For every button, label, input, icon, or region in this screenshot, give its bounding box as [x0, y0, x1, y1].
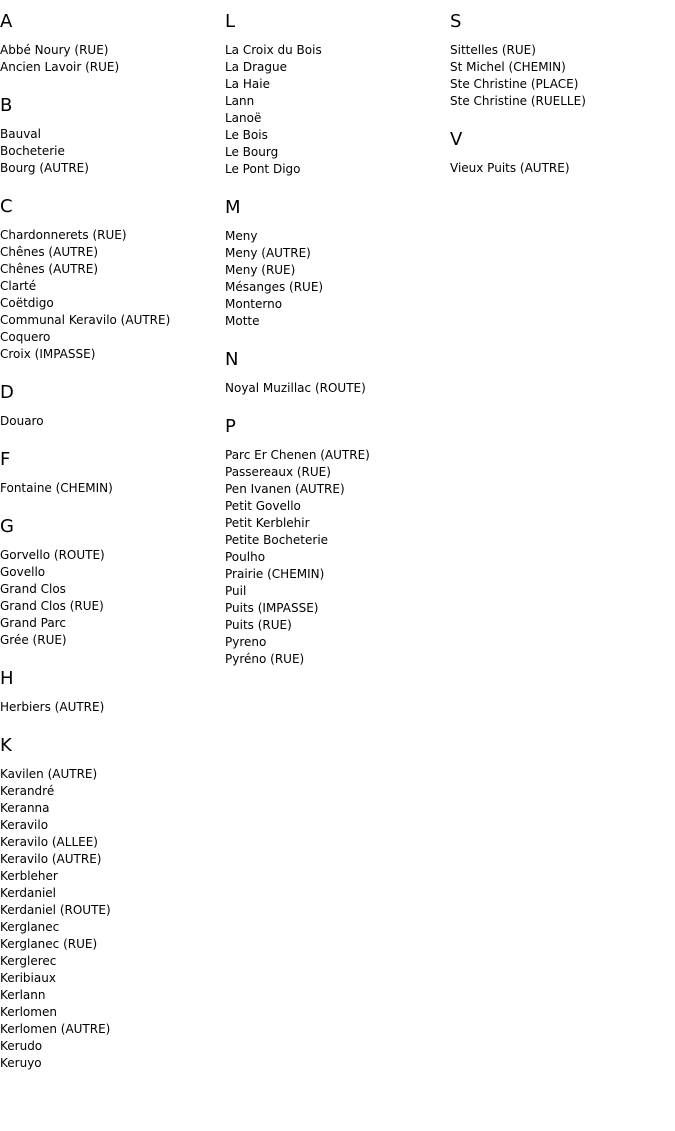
- street-link[interactable]: Pyreno: [225, 635, 267, 649]
- street-link[interactable]: Croix (IMPASSE): [0, 347, 96, 361]
- letter-heading: F: [0, 449, 11, 470]
- letter-group: [0, 734, 220, 1072]
- street-link[interactable]: Lanoë: [225, 111, 262, 125]
- letter-heading: G: [0, 516, 14, 537]
- street-link[interactable]: Meny (AUTRE): [225, 246, 311, 260]
- street-link[interactable]: Coëtdigo: [0, 296, 54, 310]
- street-link[interactable]: Keravilo (AUTRE): [0, 852, 102, 866]
- letter-heading: P: [225, 416, 236, 437]
- letter-heading: B: [0, 95, 13, 116]
- street-link[interactable]: Le Bourg: [225, 145, 279, 159]
- letter-heading: D: [0, 382, 14, 403]
- street-link[interactable]: Kerdaniel: [0, 886, 57, 900]
- street-link[interactable]: Meny (RUE): [225, 263, 296, 277]
- letter-group: [225, 196, 445, 330]
- letter-heading: L: [225, 11, 236, 32]
- street-link[interactable]: Ste Christine (RUELLE): [450, 94, 586, 108]
- street-link[interactable]: Chênes (AUTRE): [0, 262, 99, 276]
- street-link[interactable]: Herbiers (AUTRE): [0, 700, 105, 714]
- street-link[interactable]: Bourg (AUTRE): [0, 161, 89, 175]
- street-link[interactable]: Le Pont Digo: [225, 162, 301, 176]
- street-link[interactable]: Keranna: [0, 801, 50, 815]
- letter-heading: A: [0, 11, 13, 32]
- street-link[interactable]: St Michel (CHEMIN): [450, 60, 566, 74]
- letter-heading: V: [450, 129, 463, 150]
- street-link[interactable]: Govello: [0, 565, 46, 579]
- letter-group: [225, 348, 445, 397]
- letter-heading: K: [0, 735, 12, 756]
- letter-group: [225, 415, 445, 668]
- street-link[interactable]: Poulho: [225, 550, 266, 564]
- letter-group: [0, 667, 220, 716]
- letter-heading: M: [225, 197, 241, 218]
- street-link[interactable]: Ste Christine (PLACE): [450, 77, 579, 91]
- street-link[interactable]: Communal Keravilo (AUTRE): [0, 313, 171, 327]
- street-link[interactable]: Abbé Noury (RUE): [0, 43, 109, 57]
- street-link[interactable]: Puits (RUE): [225, 618, 292, 632]
- street-link[interactable]: Bauval: [0, 127, 41, 141]
- street-link[interactable]: Clarté: [0, 279, 37, 293]
- street-link[interactable]: Douaro: [0, 414, 44, 428]
- street-link[interactable]: Fontaine (CHEMIN): [0, 481, 113, 495]
- street-link[interactable]: Kerglanec (RUE): [0, 937, 98, 951]
- street-link[interactable]: Puil: [225, 584, 247, 598]
- letter-heading: H: [0, 668, 14, 689]
- street-link[interactable]: Prairie (CHEMIN): [225, 567, 325, 581]
- street-link[interactable]: Motte: [225, 314, 260, 328]
- street-link[interactable]: Ancien Lavoir (RUE): [0, 60, 120, 74]
- street-link[interactable]: Grand Parc: [0, 616, 66, 630]
- street-link[interactable]: Keruyo: [0, 1056, 42, 1070]
- letter-group: [450, 128, 670, 177]
- street-link[interactable]: La Croix du Bois: [225, 43, 322, 57]
- street-link[interactable]: Kerglanec: [0, 920, 60, 934]
- street-link[interactable]: Bocheterie: [0, 144, 65, 158]
- street-link[interactable]: Puits (IMPASSE): [225, 601, 319, 615]
- letter-group: [0, 448, 220, 497]
- letter-group: [225, 10, 445, 178]
- street-link[interactable]: Petite Bocheterie: [225, 533, 329, 547]
- street-link[interactable]: Grand Clos (RUE): [0, 599, 104, 613]
- street-link[interactable]: Kerlomen (AUTRE): [0, 1022, 111, 1036]
- street-link[interactable]: Coquero: [0, 330, 51, 344]
- street-link[interactable]: Kerlann: [0, 988, 46, 1002]
- street-link[interactable]: Kerglerec: [0, 954, 57, 968]
- street-link[interactable]: Le Bois: [225, 128, 268, 142]
- street-link[interactable]: Kerudo: [0, 1039, 43, 1053]
- street-column-3: [450, 10, 670, 195]
- street-column-2: [225, 10, 445, 686]
- street-link[interactable]: Noyal Muzillac (ROUTE): [225, 381, 366, 395]
- street-link[interactable]: Pyréno (RUE): [225, 652, 305, 666]
- street-link[interactable]: Lann: [225, 94, 255, 108]
- street-link[interactable]: Vieux Puits (AUTRE): [450, 161, 570, 175]
- letter-group: [0, 195, 220, 363]
- street-link[interactable]: Chênes (AUTRE): [0, 245, 99, 259]
- street-link[interactable]: Petit Govello: [225, 499, 301, 513]
- street-link[interactable]: Monterno: [225, 297, 283, 311]
- letter-group: [0, 94, 220, 177]
- street-link[interactable]: Meny: [225, 229, 258, 243]
- letter-group: [0, 10, 220, 76]
- letter-heading: C: [0, 196, 13, 217]
- letter-group: [0, 381, 220, 430]
- street-link[interactable]: Kavilen (AUTRE): [0, 767, 98, 781]
- street-link[interactable]: Gorvello (ROUTE): [0, 548, 105, 562]
- street-link[interactable]: Kerlomen: [0, 1005, 57, 1019]
- street-link[interactable]: Parc Er Chenen (AUTRE): [225, 448, 370, 462]
- street-link[interactable]: Passereaux (RUE): [225, 465, 331, 479]
- street-link[interactable]: Keribiaux: [0, 971, 56, 985]
- street-link[interactable]: Sittelles (RUE): [450, 43, 536, 57]
- letter-heading: N: [225, 349, 239, 370]
- street-column-1: [0, 10, 220, 1090]
- letter-heading: S: [450, 11, 462, 32]
- street-link[interactable]: Grand Clos: [0, 582, 66, 596]
- street-link[interactable]: La Haie: [225, 77, 270, 91]
- street-link[interactable]: Keravilo (ALLEE): [0, 835, 98, 849]
- street-link[interactable]: Petit Kerblehir: [225, 516, 310, 530]
- street-link[interactable]: Keravilo: [0, 818, 49, 832]
- street-link[interactable]: Kerbleher: [0, 869, 58, 883]
- street-link[interactable]: Mésanges (RUE): [225, 280, 324, 294]
- letter-group: [450, 10, 670, 110]
- street-link[interactable]: Chardonnerets (RUE): [0, 228, 127, 242]
- street-link[interactable]: Kerdaniel (ROUTE): [0, 903, 111, 917]
- street-link[interactable]: Pen Ivanen (AUTRE): [225, 482, 345, 496]
- street-link[interactable]: Kerandré: [0, 784, 55, 798]
- street-link[interactable]: Grée (RUE): [0, 633, 67, 647]
- street-link[interactable]: La Drague: [225, 60, 287, 74]
- letter-group: [0, 515, 220, 649]
